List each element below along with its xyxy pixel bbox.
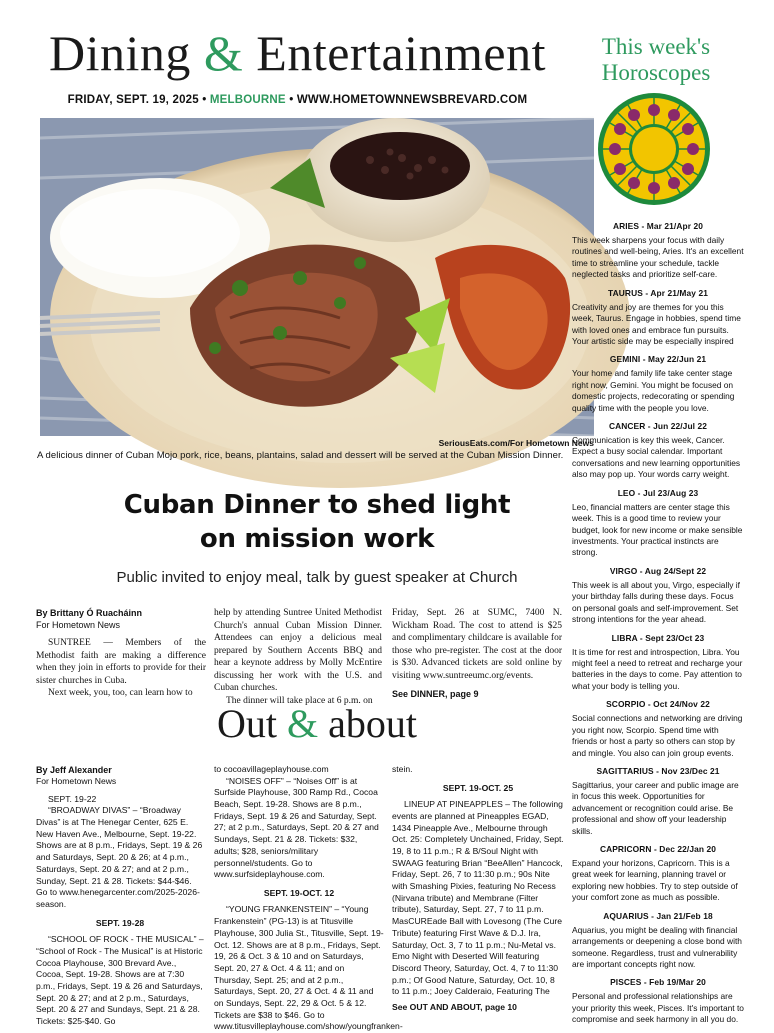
section-out-about-title	[40, 701, 594, 746]
website-url[interactable]: WWW.HOMETOWNNEWSBREVARD.COM	[296, 94, 528, 106]
horoscope-reading: It is time for rest and introspection, Libra. You might feel a need to retreat and recharge your batteries in the days to come. Pay attention to what your body is telling you.	[572, 646, 743, 691]
horoscope-reading: This week sharpens your focus with daily routines and well-being, Aries. It's an excellent time to streamline your schedule, tackle neglected tasks and prioritize self-care.	[572, 235, 744, 280]
story-column-2	[214, 607, 382, 707]
horoscope-sign-heading: SCORPIO - Oct 24/Nov 22	[606, 699, 710, 710]
horoscopes-title-line: Horoscopes	[601, 59, 711, 85]
event-listing: “BROADWAY DIVAS” – “Broadway Divas” is at The Henegar Center, 625 E. New Haven Ave., Melbourne, Sept. 19-22. Shows are at 8 p.m., Fridays, Sept. 19 & 26 and Saturdays, Sept. 20 & 26; at 4 p.m., Saturdays, Sept. 20 & 27; and at 2 p.m., Sunday, Sept. 21 & 28. Tickets: $44-$46. Go to www.henegarcenter.com/2025-2026-season.	[36, 805, 203, 909]
food-photo-illustration	[40, 118, 594, 436]
byline: By Brittany Ó Ruacháinn	[36, 608, 143, 618]
story-subhead: Public invited to enjoy meal, talk by guest speaker at Church	[116, 569, 518, 586]
story-column-3	[392, 607, 562, 700]
headline-line: on mission work	[199, 524, 435, 555]
about-word: about	[328, 701, 417, 746]
story-headline	[40, 488, 594, 557]
black-beans	[330, 132, 470, 200]
horoscope-list	[572, 221, 744, 1026]
masthead-word-2: Entertainment	[256, 25, 547, 81]
horoscopes-title-line: This week's	[601, 34, 711, 59]
horoscope-reading: Personal and professional relationships are your priority this week, Pisces. It's important to compromise and seek harmony in all you do.	[572, 991, 744, 1025]
horoscope-sign-heading: CANCER - Jun 22/Jul 22	[608, 421, 708, 432]
horoscope-sign-heading: GEMINI - May 22/Jun 21	[609, 354, 707, 365]
horoscope-reading: Sagittarius, your career and public image are in focus this week. Opportunities for advancement or recognition could arise. Be professional and show off your leadership skills.	[572, 779, 739, 836]
dateline-separator: •	[285, 94, 297, 106]
horoscope-sign-heading: PISCES - Feb 19/Mar 20	[610, 977, 706, 988]
masthead-ampersand: &	[203, 25, 244, 81]
horoscope-reading: Expand your horizons, Capricorn. This is a great week for learning, planning travel or exploring new hobbies. Try to step outside of your comfort zone as much as possible.	[572, 858, 738, 903]
edition-city: MELBOURNE	[209, 94, 286, 106]
out-about-column-3	[392, 764, 564, 1014]
event-listing: LINEUP AT PINEAPPLES – The following events are planned at Pineapples EGAD, 1434 Pineapple Ave., Melbourne through Oct. 25: Completely Unchained, Friday, Sept. 19, 8 to 11 p.m.; R & B/Soul Night with SWAAG featuring Brian “BeeAllen” Hancock, Friday, Sept. 26, 7 to 11:30 p.m.; 90s Nite with Smashing Pixies, featuring No Recess (Nirvana tribute) and Membrane (Filter tribute), Saturday, Sept. 27, 7 to 11 p.m. MasCUREade Ball with Lovesong (The Cure Tribute) featuring First Wave & D.J. Ira, Saturday, Oct. 3, 7 to 11 p.m.; Nu-Metal vs. Emo Night with Deserted Will featuring Discord Theory, Saturday, Oct. 4, 7 to 11:30 p.m.; Of Good Nature, Saturday, Oct. 10, 8 to 11 p.m.; Joey Calderaio, Featuring The	[392, 799, 564, 997]
issue-date: FRIDAY, SEPT. 19, 2025	[67, 94, 199, 106]
horoscope-sign-heading: VIRGO - Aug 24/Sept 22	[609, 565, 707, 576]
horoscope-reading: Aquarius, you might be dealing with financial arrangements or deepening a close bond with someone. Regardless, trust and vulnerability are important concepts right now.	[572, 924, 742, 969]
event-listing: “SCHOOL OF ROCK - THE MUSICAL” – “School of Rock - The Musical” is at Historic Cocoa Playhouse, 300 Brevard Ave., Cocoa, Sept. 19-28. Shows are at 7:30 p.m., Fridays, Sept. 19 & 26 and Saturdays, Sept. 20 & 27; and at 2 p.m., Saturdays, Sept. 20 & 27 and Sundays, Sept. 21 & 28. Tickets: $25-$40. Go	[36, 934, 204, 1027]
horoscope-sign-heading: TAURUS - Apr 21/May 21	[608, 287, 708, 298]
zodiac-wheel-icon	[597, 92, 711, 206]
byline-agency: For Hometown News	[36, 776, 117, 787]
horoscopes-title	[578, 34, 734, 86]
photo-credit: SeriousEats.com/For Hometown News	[438, 438, 594, 448]
paragraph: Friday, Sept. 26 at SUMC, 7400 N. Wickham Road. The cost to attend is $25 and complimentary childcare is available for those who pre-register. The cost at the door is $30. Advanced tickets are sold online by visiting www.suntreeumc.org/events.	[392, 608, 562, 681]
masthead-word-1: Dining	[48, 25, 191, 81]
event-date: SEPT. 19-22	[48, 793, 97, 804]
horoscope-reading: Creativity and joy are themes for you this week, Taurus. Engage in hobbies, spend time with loved ones and embrace fun pursuits. Your artistic side may be especially inspired	[572, 301, 741, 346]
byline-agency: For Hometown News	[36, 620, 121, 631]
horoscope-reading: Your home and family life take center stage right now, Gemini. You might be focused on domestic projects, redecorating or spending quality time with the people you love.	[572, 368, 735, 413]
event-listing: to cocoavillageplayhouse.com	[214, 764, 329, 774]
horoscope-reading: Social connections and networking are driving you right now, Scorpio. Spend time with friends or host a party so others can stop by and mingle. You also can join group events.	[572, 713, 743, 758]
event-listing: stein.	[392, 764, 413, 774]
headline-line: Cuban Dinner to shed light	[123, 490, 511, 520]
dateline	[0, 94, 595, 106]
horoscope-reading: Leo, financial matters are center stage this week. This is a good time to review your budget, look for new income or make sensible investments. Your practical instincts are strong.	[572, 501, 743, 558]
event-date-heading: SEPT. 19-28	[95, 917, 145, 928]
paragraph: Next week, you, too, can learn how to	[48, 688, 193, 699]
out-about-ampersand: &	[287, 701, 319, 746]
horoscope-sign-heading: ARIES - Mar 21/Apr 20	[612, 221, 704, 231]
event-date-heading: SEPT. 19-OCT. 25	[442, 782, 514, 793]
out-about-column-2	[214, 764, 403, 1033]
horoscope-sign-heading: SAGITTARIUS - Nov 23/Dec 21	[596, 765, 720, 776]
jump-line[interactable]: See OUT AND ABOUT, page 10	[392, 1001, 517, 1012]
horoscope-reading: Communication is key this week, Cancer. Expect a busy social calendar. Important conversations and new learning opportunities also may pop up. Your words carry weight.	[572, 435, 741, 480]
horoscope-sign-heading: LEO - Jul 23/Aug 23	[617, 487, 699, 498]
horoscope-reading: This week is all about you, Virgo, especially if your birthday falls during these days. Focus on personal goals and self-improvement. Set strong intentions for the year ahead.	[572, 579, 740, 625]
event-listing: “YOUNG FRANKENSTEIN” – “Young Frankenstein” (PG-13) is at Titusville Playhouse, 300 Julia St., Titusville, Sept. 19-Oct. 12. Shows are at 8 p.m., Fridays, Sept. 19, 26 & Oct. 3 & 10 and on Saturdays, Sept. 20, 27 & Oct. 4 & 11; and on Thursday, Sept. 25; and at 2 p.m., Saturdays, Sept. 20, 27 & Oct. 4 & 11 and on Sundays, Sept. 22, 29 & Oct. 5 & 12. Tickets are $38 to $46. Go to www.titusvilleplayhouse.com/show/youngfranken-	[214, 904, 403, 1032]
hero-photo	[40, 118, 594, 436]
dateline-separator: •	[198, 94, 210, 106]
horoscope-sign-heading: CAPRICORN - Dec 22/Jan 20	[599, 844, 717, 855]
horoscope-sign-heading: AQUARIUS - Jan 21/Feb 18	[603, 910, 713, 921]
story-column-1	[36, 607, 206, 700]
section-masthead	[0, 25, 595, 81]
byline: By Jeff Alexander	[36, 765, 112, 775]
out-word: Out	[217, 701, 277, 746]
event-listing: “NOISES OFF” – “Noises Off” is at Surfside Playhouse, 300 Ramp Rd., Cocoa Beach, Sept. 19-28. Shows are 8 p.m., Fridays, Sept. 19 & 26 and Saturday, Sept. 27; at 2 p.m., Saturdays, Sept. 20 & 27 and Sundays, Sept. 21 & 28. Tickets: $32, adults; $28, seniors/military personnel/students. Go to www.surfsideplayhouse.com.	[214, 775, 379, 880]
out-about-column-1	[36, 764, 204, 1028]
paragraph: The dinner will take place at 6 p.m. on	[226, 695, 373, 706]
photo-caption: A delicious dinner of Cuban Mojo pork, rice, beans, plantains, salad and dessert will be served at the Cuban Mission Dinner.	[37, 450, 564, 461]
jump-line[interactable]: See DINNER, page 9	[392, 689, 479, 700]
horoscope-sign-heading: LIBRA - Sept 23/Oct 23	[611, 632, 705, 643]
paragraph: help by attending Suntree United Methodist Church's annual Cuban Mission Dinner. Attendees can enjoy a delicious meal prepared by Southern Accents BBQ and hear a keynote address by Molly McEntire discussing her work with the U.S. and Cuban churches.	[214, 608, 382, 694]
event-date-heading: SEPT. 19-OCT. 12	[263, 887, 335, 898]
paragraph: SUNTREE — Members of the Methodist faith are making a difference when they join in efforts to provide for their sister churches in Cuba.	[36, 638, 206, 686]
